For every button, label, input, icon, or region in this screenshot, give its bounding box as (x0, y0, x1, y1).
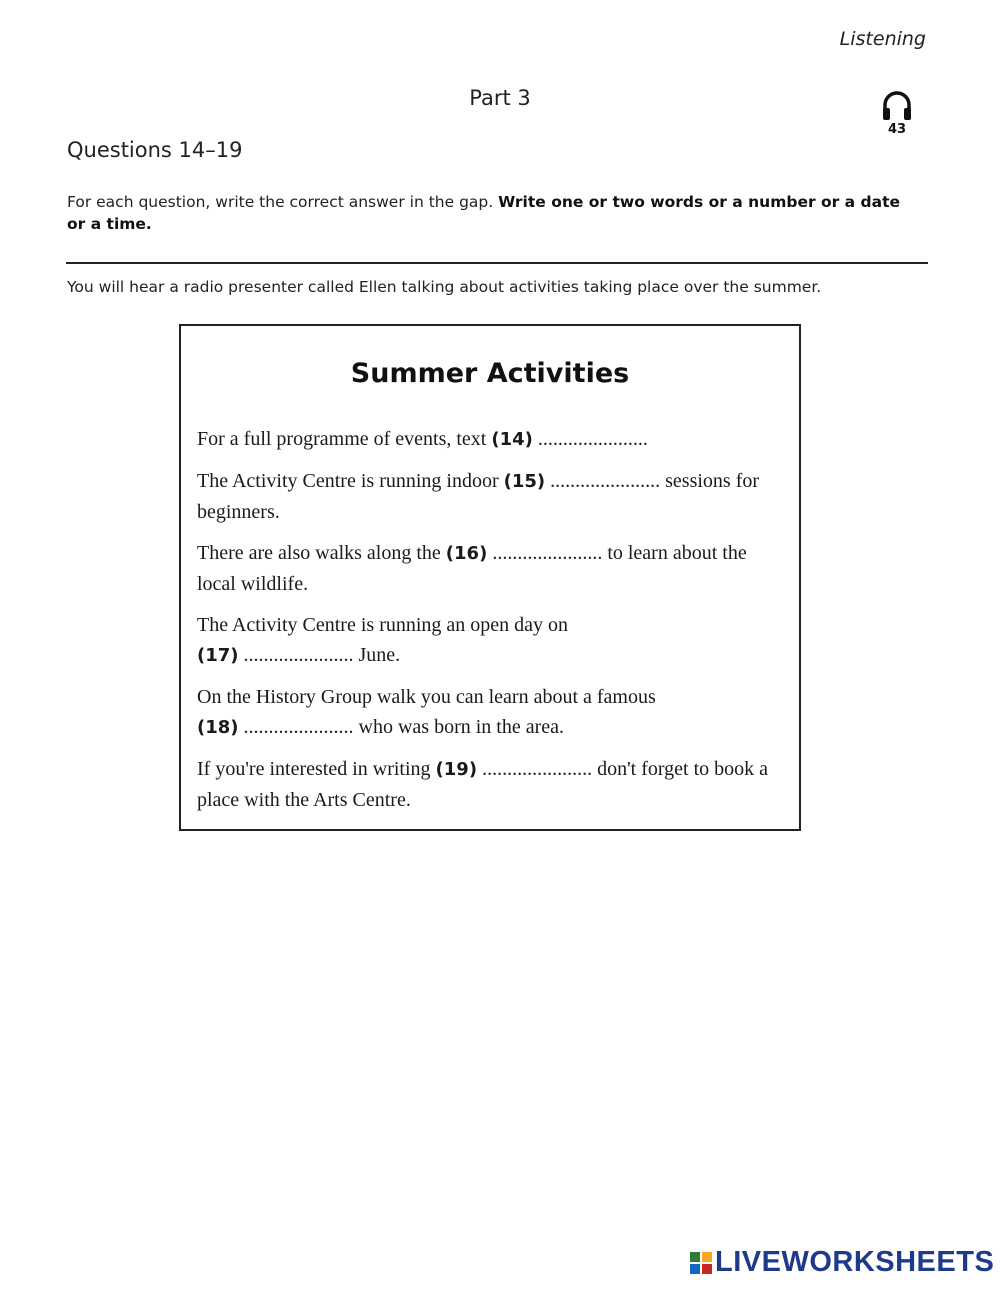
answer-gap[interactable]: ...................... (238, 716, 354, 738)
gap-item-15 (197, 466, 777, 527)
item-text: For a full programme of events, text (197, 428, 492, 450)
answer-gap[interactable]: ...................... (545, 470, 661, 492)
questions-heading: Questions 14–19 (67, 138, 243, 162)
instruction-text: For each question, write the correct answer in the gap. (67, 193, 499, 211)
part-title: Part 3 (469, 86, 531, 110)
liveworksheets-logo (690, 1246, 994, 1279)
item-text: don't forget to book a place with the Arts Centre. (197, 758, 769, 811)
audio-track-number: 43 (887, 122, 907, 137)
item-text: There are also walks along the (197, 542, 446, 564)
gap-item-14 (197, 424, 777, 455)
gap-item-17 (197, 610, 777, 671)
gap-item-19 (197, 754, 777, 815)
logo-text: LIVEWORKSHEETS (715, 1246, 995, 1278)
gap-item-16 (197, 538, 777, 599)
answer-gap[interactable]: ...................... (238, 644, 354, 666)
divider (66, 262, 928, 264)
logo-mark-icon (690, 1252, 712, 1274)
summer-activities-box (179, 324, 801, 831)
logo-square (702, 1264, 712, 1274)
item-text: The Activity Centre is running indoor (197, 470, 504, 492)
question-number: (14) (491, 429, 533, 450)
answer-gap[interactable]: ...................... (532, 428, 648, 450)
audio-track-indicator (876, 88, 918, 148)
question-number: (15) (503, 471, 546, 492)
logo-square (690, 1264, 700, 1274)
instruction (67, 191, 907, 235)
item-text: On the History Group walk you can learn about a famous (197, 686, 656, 708)
question-number: (17) (197, 645, 239, 666)
item-text: The Activity Centre is running an open day on (197, 614, 569, 636)
gap-item-18 (197, 682, 777, 743)
logo-square (702, 1252, 712, 1262)
box-title: Summer Activities (350, 358, 630, 389)
answer-gap[interactable]: ...................... (477, 758, 593, 780)
item-text: June. (353, 644, 401, 666)
answer-gap[interactable]: ...................... (487, 542, 603, 564)
item-text: sessions for beginners. (197, 470, 760, 523)
headphones-icon (880, 88, 914, 124)
instruction-emphasis: Write one or two words or a number or a date or a time. (67, 193, 901, 233)
question-number: (18) (197, 717, 239, 738)
section-label: Listening (839, 28, 926, 50)
item-text: who was born in the area. (353, 716, 565, 738)
context-sentence: You will hear a radio presenter called Ellen talking about activities taking place over the summer. (67, 278, 822, 296)
item-text: to learn about the local wildlife. (197, 542, 747, 595)
gap-fill-list (197, 424, 777, 826)
question-number: (16) (445, 543, 488, 564)
logo-square (690, 1252, 700, 1262)
question-number: (19) (435, 759, 478, 780)
item-text: If you're interested in writing (197, 758, 436, 780)
